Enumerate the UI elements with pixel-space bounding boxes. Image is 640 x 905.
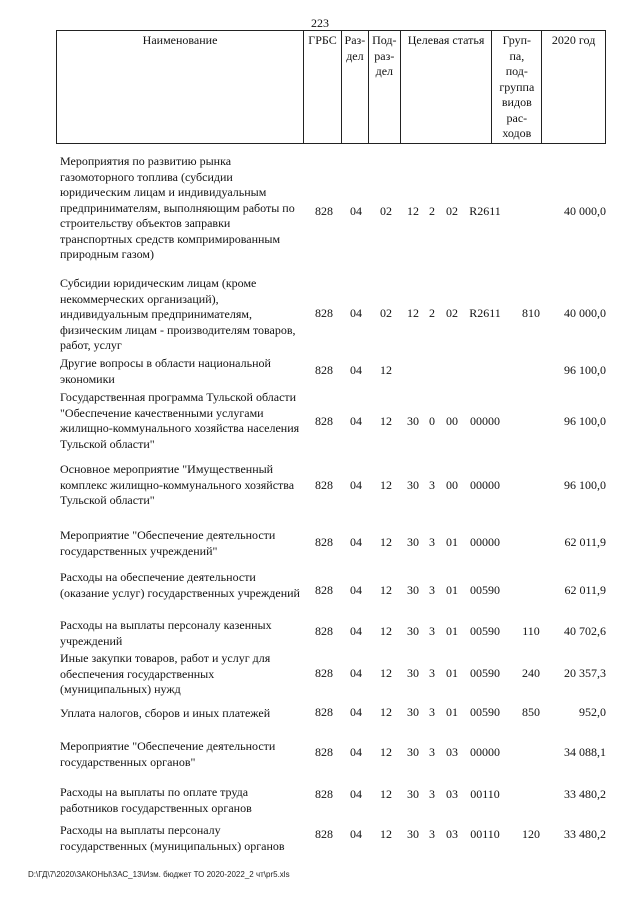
row-sum: 33 480,2 [564,827,606,841]
row-grbs: 828 [315,827,333,841]
row-p3: 00 [446,414,458,428]
row-sum: 952,0 [579,705,606,719]
row-grbs: 828 [315,624,333,638]
row-podrazdel: 12 [380,705,392,719]
row-p3: 01 [446,624,458,638]
row-p4: R2611 [469,306,501,320]
row-name: Расходы на выплаты персоналу государственных (муниципальных) органов [60,823,285,853]
row-p1: 30 [407,535,419,549]
row-grbs: 828 [315,414,333,428]
row-grbs: 828 [315,666,333,680]
row-name: Мероприятия по развитию рынка газомоторного топлива (субсидии юридическим лицам и индивидуальным предпринимателям, выполняющим работы по строительству объектов заправки транспортных средств компримированным природным газом) [60,154,295,261]
row-name: Субсидии юридическим лицам (кроме некоммерческих организаций), индивидуальным предпринимателям, физическим лицам - производителям товаров, работ, услуг [60,276,296,352]
row-name: Другие вопросы в области национальной экономики [60,356,271,386]
row-p1: 30 [407,705,419,719]
row-p2: 0 [429,414,435,428]
row-p1: 30 [407,666,419,680]
header-podrazdel: Под- раз- дел [369,31,401,143]
row-p3: 01 [446,535,458,549]
file-path-footer: D:\ГД\7\2020\ЗАКОНЫ\ЗАС_13\Изм. бюджет ТО 2020-2022_2 чт\pr5.xls [28,870,290,879]
row-vr: 110 [522,624,540,638]
row-name: Расходы на выплаты персоналу казенных учреждений [60,618,272,648]
row-podrazdel: 12 [380,787,392,801]
row-name: Расходы на обеспечение деятельности (оказание услуг) государственных учреждений [60,570,300,600]
row-razdel: 04 [350,414,362,428]
row-podrazdel: 12 [380,827,392,841]
row-grbs: 828 [315,745,333,759]
row-p4: 00590 [470,583,500,597]
row-podrazdel: 12 [380,624,392,638]
row-razdel: 04 [350,827,362,841]
row-razdel: 04 [350,306,362,320]
row-p1: 30 [407,414,419,428]
row-podrazdel: 12 [380,414,392,428]
row-name: Расходы на выплаты по оплате труда работников государственных органов [60,785,252,815]
row-razdel: 04 [350,363,362,377]
row-p3: 03 [446,787,458,801]
row-p1: 30 [407,624,419,638]
row-p2: 3 [429,478,435,492]
row-grbs: 828 [315,204,333,218]
row-sum: 40 000,0 [564,306,606,320]
header-target-article: Целевая статья [401,31,493,143]
row-podrazdel: 12 [380,535,392,549]
row-razdel: 04 [350,535,362,549]
row-vr: 850 [522,705,540,719]
row-razdel: 04 [350,583,362,597]
row-razdel: 04 [350,745,362,759]
row-p1: 12 [407,306,419,320]
row-vr: 810 [522,306,540,320]
row-p3: 02 [446,306,458,320]
row-podrazdel: 12 [380,478,392,492]
row-grbs: 828 [315,535,333,549]
row-p2: 2 [429,204,435,218]
row-p1: 30 [407,583,419,597]
header-razdel: Раз- дел [342,31,369,143]
row-sum: 33 480,2 [564,787,606,801]
row-grbs: 828 [315,363,333,377]
row-name: Мероприятие "Обеспечение деятельности государственных органов" [60,739,276,769]
row-name: Мероприятие "Обеспечение деятельности государственных учреждений" [60,528,276,558]
row-p2: 3 [429,666,435,680]
row-p4: R2611 [469,204,501,218]
row-p2: 3 [429,624,435,638]
row-p2: 3 [429,787,435,801]
row-p2: 3 [429,827,435,841]
row-podrazdel: 12 [380,666,392,680]
header-expense-type: Груп- па, под- группа видов рас- ходов [492,31,542,143]
row-p1: 30 [407,478,419,492]
header-name: Наименование [57,31,304,143]
row-sum: 34 088,1 [564,745,606,759]
row-razdel: 04 [350,787,362,801]
row-p2: 2 [429,306,435,320]
row-p3: 03 [446,745,458,759]
row-p3: 01 [446,666,458,680]
row-p4: 00000 [470,535,500,549]
row-p2: 3 [429,583,435,597]
row-p3: 02 [446,204,458,218]
header-grbs: ГРБС [304,31,342,143]
row-name: Основное мероприятие "Имущественный комплекс жилищно-коммунального хозяйства Тульской области" [60,462,295,507]
row-p3: 01 [446,583,458,597]
row-p1: 30 [407,827,419,841]
row-p2: 3 [429,745,435,759]
page-number: 223 [311,16,329,30]
row-p4: 00000 [470,478,500,492]
row-grbs: 828 [315,306,333,320]
row-sum: 96 100,0 [564,363,606,377]
row-razdel: 04 [350,666,362,680]
row-p3: 03 [446,827,458,841]
row-name: Иные закупки товаров, работ и услуг для обеспечения государственных (муниципальных) нужд [60,651,271,696]
row-p2: 3 [429,705,435,719]
row-sum: 40 702,6 [564,624,606,638]
row-p1: 30 [407,745,419,759]
row-p4: 00000 [470,414,500,428]
row-podrazdel: 02 [380,306,392,320]
row-p4: 00110 [470,827,500,841]
row-vr: 240 [522,666,540,680]
header-year: 2020 год [551,33,596,47]
row-p1: 12 [407,204,419,218]
row-podrazdel: 12 [380,363,392,377]
row-podrazdel: 12 [380,583,392,597]
row-sum: 20 357,3 [564,666,606,680]
row-sum: 62 011,9 [564,583,606,597]
row-sum: 40 000,0 [564,204,606,218]
row-p3: 00 [446,478,458,492]
row-p4: 00110 [470,787,500,801]
row-vr: 120 [522,827,540,841]
row-razdel: 04 [350,478,362,492]
row-name: Государственная программа Тульской области "Обеспечение качественными услугами жилищно-коммунального хозяйства населения Тульской области" [60,390,300,451]
row-name: Уплата налогов, сборов и иных платежей [60,706,271,720]
row-sum: 96 100,0 [564,414,606,428]
row-grbs: 828 [315,478,333,492]
row-grbs: 828 [315,583,333,597]
row-p4: 00590 [470,705,500,719]
row-grbs: 828 [315,705,333,719]
row-sum: 62 011,9 [564,535,606,549]
table-header [56,30,606,144]
row-p1: 30 [407,787,419,801]
row-sum: 96 100,0 [564,478,606,492]
row-p2: 3 [429,535,435,549]
row-razdel: 04 [350,204,362,218]
row-p4: 00000 [470,745,500,759]
row-p4: 00590 [470,624,500,638]
row-p3: 01 [446,705,458,719]
row-podrazdel: 02 [380,204,392,218]
row-grbs: 828 [315,787,333,801]
row-podrazdel: 12 [380,745,392,759]
row-razdel: 04 [350,624,362,638]
row-razdel: 04 [350,705,362,719]
row-p4: 00590 [470,666,500,680]
